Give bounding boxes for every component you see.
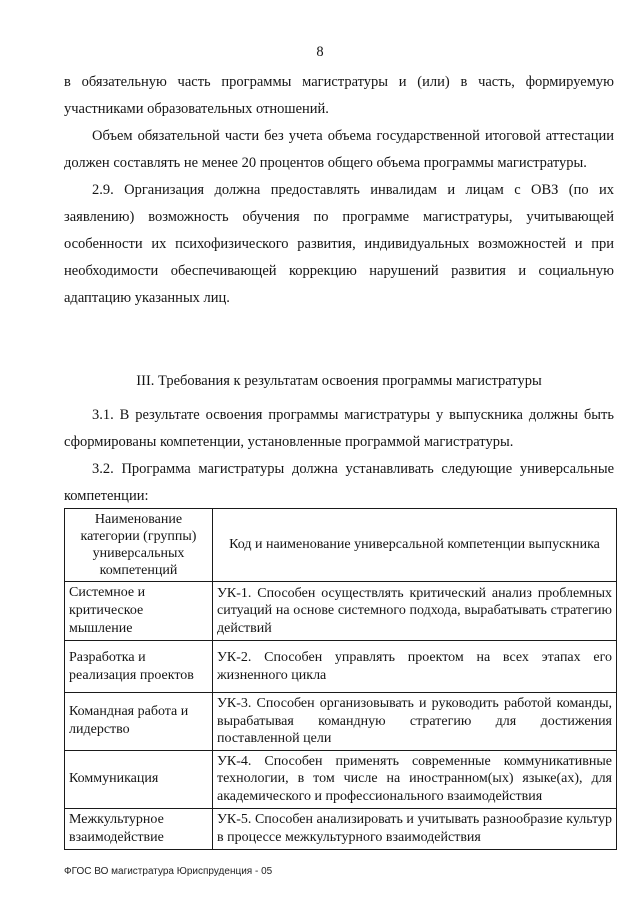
footer: ФГОС ВО магистратура Юриспруденция - 05	[64, 866, 273, 877]
table-row	[65, 693, 617, 751]
table-cell-competency: УК-5. Способен анализировать и учитывать разнообразие культур в процессе межкультурного взаимодействия	[213, 808, 617, 849]
table-row	[65, 750, 617, 808]
table-row	[65, 641, 617, 693]
table-cell-category: Коммуникация	[65, 750, 213, 808]
table-cell-competency: УК-4. Способен применять современные коммуникативные технологии, в том числе на иностранном(ых) языке(ах), для академического и профессионального взаимодействия	[213, 750, 617, 808]
table-header-row	[65, 509, 617, 582]
table-cell-category: Разработка и реализация проектов	[65, 641, 213, 693]
table-cell-competency: УК-2. Способен управлять проектом на всех этапах его жизненного цикла	[213, 641, 617, 693]
section-text	[64, 402, 614, 510]
table-cell-category: Межкультурное взаимодействие	[65, 808, 213, 849]
competencies-table	[64, 508, 617, 850]
paragraph: 2.9. Организация должна предоставлять инвалидам и лицам с ОВЗ (по их заявлению) возможность обучения по программе магистратуры, учитывающей особенности их психофизического развития, индивидуальных возможностей и при необходимости обеспечивающей коррекцию нарушений развития и социальную адаптацию указанных лиц.	[64, 182, 614, 306]
paragraph: Объем обязательной части без учета объема государственной итоговой аттестации должен составлять не менее 20 процентов общего объема программы магистратуры.	[64, 128, 614, 171]
table-cell-competency: УК-1. Способен осуществлять критический анализ проблемных ситуаций на основе системного подхода, вырабатывать стратегию действий	[213, 582, 617, 641]
paragraph: 3.1. В результате освоения программы магистратуры у выпускника должны быть сформированы компетенции, установленные программой магистратуры.	[64, 407, 614, 450]
table-cell-competency: УК-3. Способен организовывать и руководить работой команды, вырабатывая командную стратегию для достижения поставленной цели	[213, 693, 617, 751]
paragraph: в обязательную часть программы магистратуры и (или) в часть, формируемую участниками образовательных отношений.	[64, 74, 614, 117]
table-header-category: Наименование категории (группы) универсальных компетенций	[65, 509, 213, 582]
section-heading: III. Требования к результатам освоения программы магистратуры	[136, 373, 542, 389]
paragraph: 3.2. Программа магистратуры должна устанавливать следующие универсальные компетенции:	[64, 461, 614, 504]
table-row	[65, 582, 617, 641]
table-header-competency: Код и наименование универсальной компетенции выпускника	[213, 509, 617, 582]
page-number: 8	[316, 44, 324, 60]
body-text	[64, 69, 614, 312]
table-row	[65, 808, 617, 849]
table-cell-category: Командная работа и лидерство	[65, 693, 213, 751]
table-cell-category: Системное и критическое мышление	[65, 582, 213, 641]
